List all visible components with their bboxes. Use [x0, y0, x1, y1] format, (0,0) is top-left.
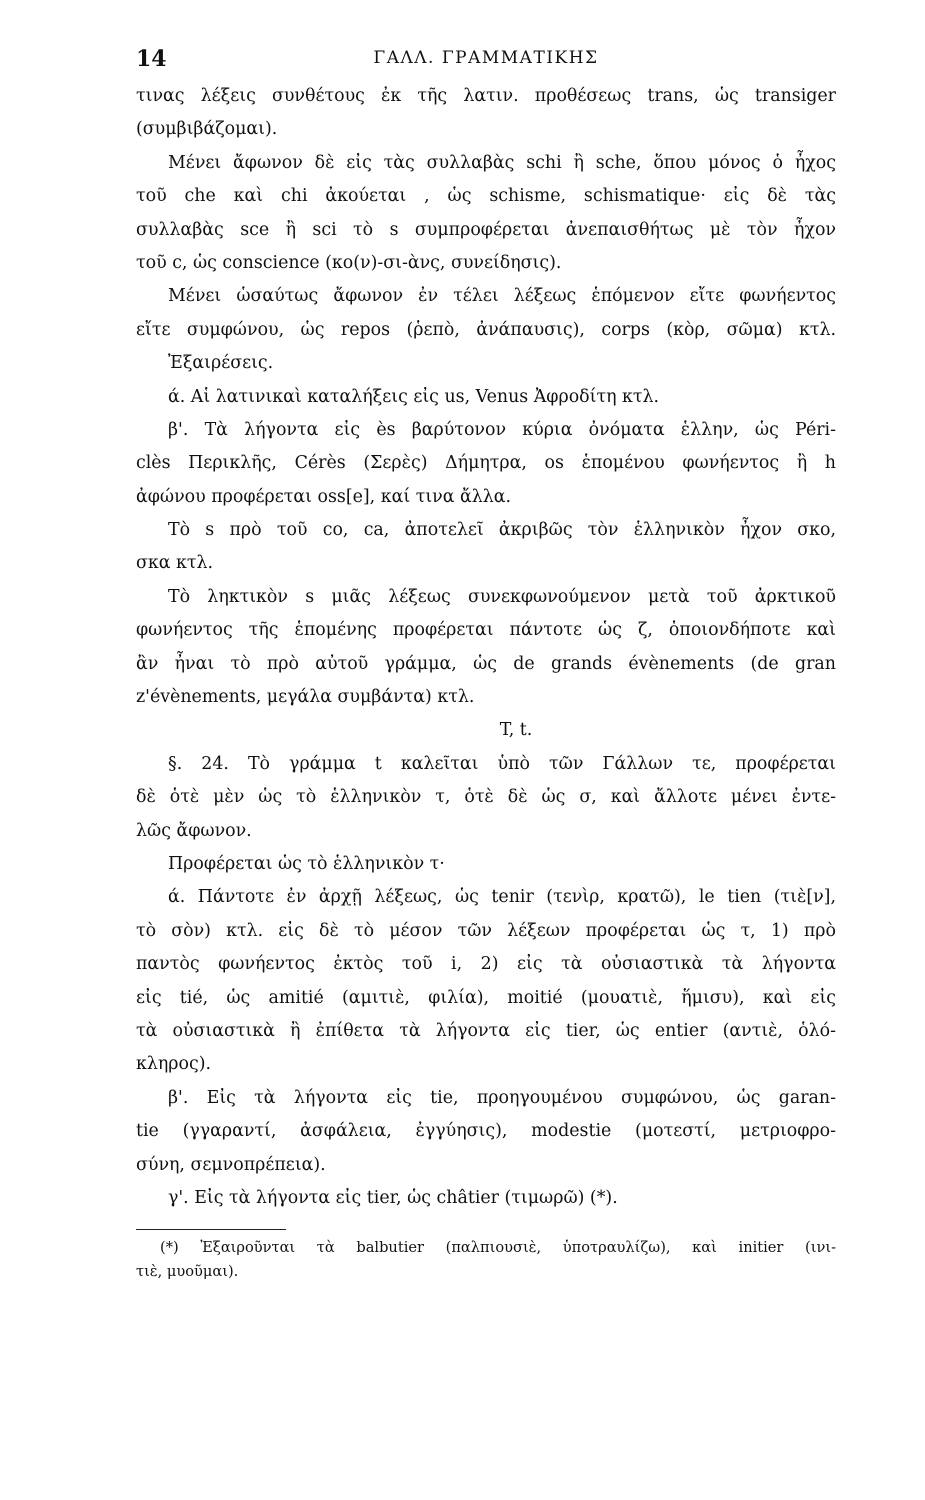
text-line: Μένει ὡσαύτως ἄφωνον ἐν τέλει λέξεως ἑπόμενον εἴτε φωνήεντος [168, 286, 836, 307]
text-line: §. 24. Τὸ γράμμα t καλεῖται ὑπὸ τῶν Γάλλων τε, προφέρεται [168, 753, 836, 774]
text-line: σύνη, σεμνοπρέπεια). [136, 1154, 326, 1175]
text-line: λῶς ἄφωνον. [136, 820, 252, 841]
text-line: τινας λέξεις συνθέτους ἐκ τῆς λατιν. προθέσεως trans, ὡς transiger [136, 86, 836, 106]
text-line: β'. Εἰς τὰ λήγοντα εἰς tie, προηγουμένου συμφώνου, ὡς garan- [168, 1087, 836, 1108]
section-heading-t: T, t. [499, 720, 533, 741]
running-title: ΓΑΛΛ. ΓΡΑΜΜΑΤΙΚΗΣ [373, 48, 599, 68]
text-line: ά. Πάντοτε ἐν ἀρχῇ λέξεως, ὡς tenir (τενὶρ, κρατῶ), le tien (τιὲ[ν], [168, 887, 836, 908]
footnote-line: (*) Ἐξαιροῦνται τὰ balbutier (παλπιουσιὲ, ὑποτραυλίζω), καὶ initier (ινι- [160, 1239, 836, 1257]
text-line: τοῦ c, ὡς conscience (κο(ν)-σι-ὰνς, συνείδησις). [136, 252, 562, 273]
text-line: Τὸ ληκτικὸν s μιᾶς λέξεως συνεκφωνούμενον μετὰ τοῦ ἀρκτικοῦ [168, 586, 836, 607]
text-line: εἴτε συμφώνου, ὡς repos (ῥεπὸ, ἀνάπαυσις), corps (κὸρ, σῶμα) κτλ. [136, 319, 836, 340]
text-line: εἰς tié, ὡς amitié (αμιτιὲ, φιλία), moitié (μουατιὲ, ἥμισυ), καὶ εἰς [136, 987, 836, 1008]
subheading-exceptions: Ἐξαιρέσεις. [168, 353, 274, 374]
footnote [136, 1236, 836, 1284]
text-line: ἀφώνου προφέρεται oss[e], καί τινα ἄλλα. [136, 486, 512, 507]
text-line: tie (γγαραντί, ἀσφάλεια, ἐγγύησις), modestie (μοτεστί, μετριοφρο- [136, 1121, 836, 1142]
text-line: κληρος). [136, 1054, 212, 1075]
page [136, 40, 836, 1284]
footnote-line: τιὲ, μυοῦμαι). [136, 1263, 239, 1281]
text-line: δὲ ὁτὲ μὲν ὡς τὸ ἑλληνικὸν τ, ὁτὲ δὲ ὡς σ, καὶ ἄλλοτε μένει ἐντε- [136, 787, 836, 808]
text-line: φωνήεντος τῆς ἑπομένης προφέρεται πάντοτε ὡς ζ, ὁποιονδήποτε καὶ [136, 620, 836, 641]
text-line: β'. Τὰ λήγοντα εἰς ès βαρύτονον κύρια ὀνόματα ἑλλην, ὡς Péri- [168, 419, 836, 440]
text-line: ά. Αἱ λατινικαὶ καταλήξεις εἰς us, Venus Ἀφροδίτη κτλ. [168, 386, 660, 407]
text-line: z'évènements, μεγάλα συμβάντα) κτλ. [136, 687, 475, 708]
text-line: (συμβιβάζομαι). [136, 119, 278, 140]
page-header [136, 40, 836, 80]
text-line: τὰ οὐσιαστικὰ ἢ ἐπίθετα τὰ λήγοντα εἰς tier, ὡς entier (αντιὲ, ὁλό- [136, 1020, 836, 1041]
body-text [136, 80, 836, 1215]
text-line: τὸ σὸν) κτλ. εἰς δὲ τὸ μέσον τῶν λέξεων προφέρεται ὡς τ, 1) πρὸ [136, 920, 836, 941]
text-line: σκα κτλ. [136, 553, 214, 574]
page-number: 14 [136, 46, 167, 72]
text-line: τοῦ che καὶ chi ἀκούεται , ὡς schisme, schismatique· εἰς δὲ τὰς [136, 186, 836, 207]
text-line: Μένει ἄφωνον δὲ εἰς τὰς συλλαβὰς schi ἢ sche, ὅπου μόνος ὁ ἦχος [168, 152, 836, 173]
text-line: Προφέρεται ὡς τὸ ἑλληνικὸν τ· [168, 853, 445, 874]
footnote-divider [136, 1229, 286, 1230]
text-line: Τὸ s πρὸ τοῦ co, ca, ἀποτελεῖ ἀκριβῶς τὸν ἑλληνικὸν ἦχον σκο, [168, 520, 836, 541]
text-line: γ'. Εἰς τὰ λήγοντα εἰς tier, ὡς châtier (τιμωρῶ) (*). [168, 1187, 618, 1208]
text-line: clès Περικλῆς, Cérès (Σερὲς) Δήμητρα, os ἑπομένου φωνήεντος ἢ h [136, 453, 836, 474]
text-line: συλλαβὰς sce ἢ sci τὸ s συμπροφέρεται ἀνεπαισθήτως μὲ τὸν ἦχον [136, 219, 836, 240]
text-line: ἂν ἦναι τὸ πρὸ αὐτοῦ γράμμα, ὡς de grands évènements (de gran [136, 653, 836, 674]
text-line: παντὸς φωνήεντος ἐκτὸς τοῦ i, 2) εἰς τὰ οὐσιαστικὰ τὰ λήγοντα [136, 954, 836, 975]
